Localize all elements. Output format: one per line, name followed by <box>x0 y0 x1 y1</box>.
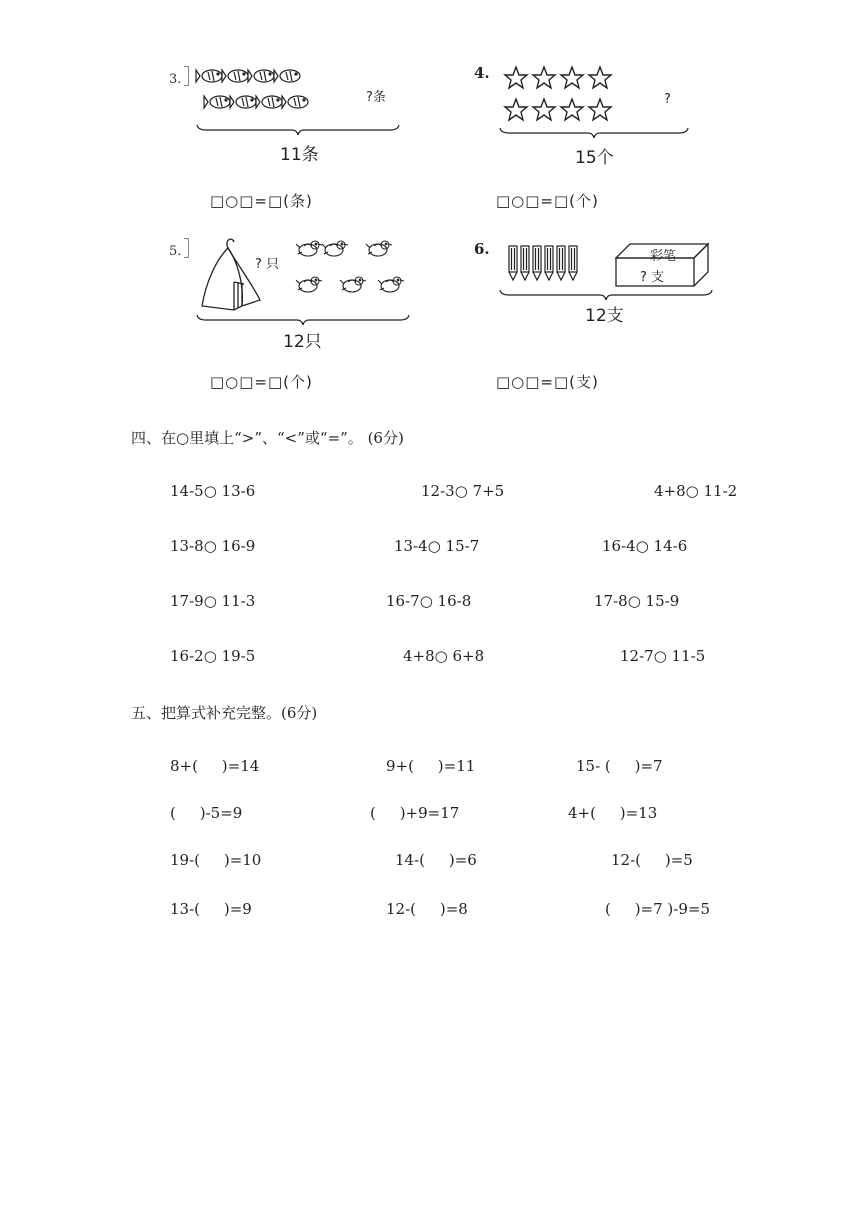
problem-4-number: 4. <box>474 64 490 82</box>
problem-6-total: 12支 <box>585 306 624 326</box>
problem-6-fill[interactable]: □○□=□(支) <box>496 373 599 391</box>
problem-4-total: 15个 <box>575 148 614 168</box>
bird-group-icon <box>296 238 408 304</box>
brace-icon <box>196 314 410 326</box>
bracket-mark <box>184 66 189 86</box>
fill-expression[interactable]: 12-( )=8 <box>386 900 468 918</box>
problem-4-question: ? <box>664 92 671 107</box>
brace-icon <box>196 124 400 136</box>
star-group-icon <box>504 66 616 126</box>
box-label-top: 彩笔 <box>650 249 677 264</box>
pencil-group-icon <box>508 244 588 284</box>
compare-expression[interactable]: 13-4○ 15-7 <box>394 537 480 555</box>
fill-expression[interactable]: ( )+9=17 <box>370 804 460 822</box>
problem-5-question: ? 只 <box>255 257 280 272</box>
brace-icon <box>499 289 713 301</box>
problem-3-number: 3. <box>169 72 182 87</box>
bag-icon <box>198 236 266 316</box>
box-label-bottom: ? 支 <box>640 270 665 285</box>
fill-expression[interactable]: 4+( )=13 <box>568 804 658 822</box>
section-4-title: 四、在○里填上“>”、“<”或“=”。 (6分) <box>131 429 404 447</box>
fill-expression[interactable]: ( )=7 )-9=5 <box>605 900 710 918</box>
problem-5-total: 12只 <box>283 332 322 352</box>
problem-5-number: 5. <box>169 244 182 259</box>
compare-expression[interactable]: 16-2○ 19-5 <box>170 647 256 665</box>
section-5-title: 五、把算式补充完整。(6分) <box>131 704 318 722</box>
fill-expression[interactable]: 13-( )=9 <box>170 900 252 918</box>
fill-expression[interactable]: 9+( )=11 <box>386 757 476 775</box>
fish-group-icon <box>196 66 316 124</box>
problem-6-number: 6. <box>474 240 490 258</box>
compare-expression[interactable]: 16-4○ 14-6 <box>602 537 688 555</box>
fill-expression[interactable]: 12-( )=5 <box>611 851 693 869</box>
brace-icon <box>499 127 689 139</box>
problem-5-fill[interactable]: □○□=□(个) <box>210 373 313 391</box>
problem-4-fill[interactable]: □○□=□(个) <box>496 192 599 210</box>
compare-expression[interactable]: 12-7○ 11-5 <box>620 647 706 665</box>
problem-3-fill[interactable]: □○□=□(条) <box>210 192 313 210</box>
bracket-mark <box>184 238 189 258</box>
compare-expression[interactable]: 16-7○ 16-8 <box>386 592 472 610</box>
compare-expression[interactable]: 4+8○ 6+8 <box>403 647 485 665</box>
fill-expression[interactable]: 19-( )=10 <box>170 851 262 869</box>
compare-expression[interactable]: 4+8○ 11-2 <box>654 482 738 500</box>
problem-3-question: ?条 <box>366 90 386 105</box>
fill-expression[interactable]: 15- ( )=7 <box>576 757 663 775</box>
compare-expression[interactable]: 14-5○ 13-6 <box>170 482 256 500</box>
fill-expression[interactable]: 8+( )=14 <box>170 757 260 775</box>
compare-expression[interactable]: 17-8○ 15-9 <box>594 592 680 610</box>
fill-expression[interactable]: ( )-5=9 <box>170 804 243 822</box>
fill-expression[interactable]: 14-( )=6 <box>395 851 477 869</box>
compare-expression[interactable]: 13-8○ 16-9 <box>170 537 256 555</box>
compare-expression[interactable]: 12-3○ 7+5 <box>421 482 505 500</box>
problem-3-total: 11条 <box>280 145 319 165</box>
compare-expression[interactable]: 17-9○ 11-3 <box>170 592 256 610</box>
